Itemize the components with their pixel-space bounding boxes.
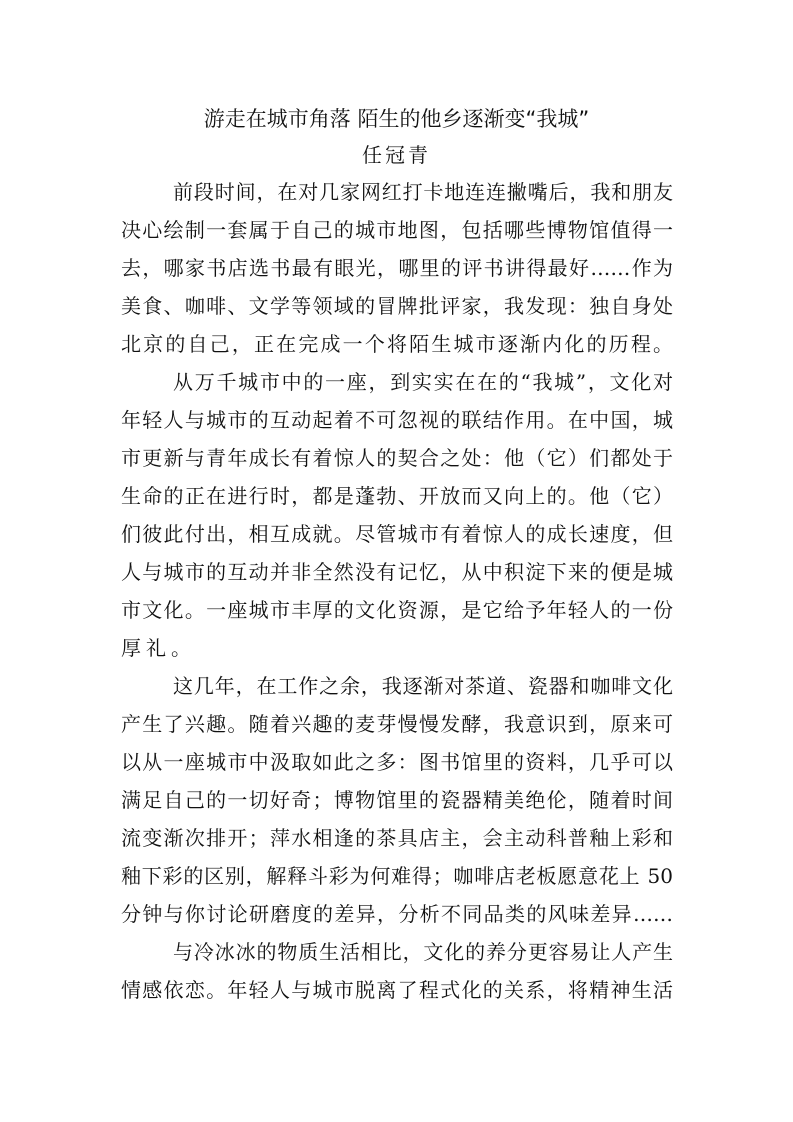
text-line: 满足自己的一切好奇；博物馆里的瓷器精美绝伦，随着时间 [121,788,673,812]
article-body [121,173,673,1009]
text-line: 市文化。一座城市丰厚的文化资源，是它给予年轻人的一份 [121,598,673,622]
paragraph [121,173,673,363]
text-line: 生命的正在进行时，都是蓬勃、开放而又向上的。他（它） [121,484,673,508]
text-line: 北京的自己，正在完成一个将陌生城市逐渐内化的历程。 [121,332,673,356]
text-line: 厚礼。 [121,636,196,660]
text-line: 这几年，在工作之余，我逐渐对茶道、瓷器和咖啡文化 [173,674,673,698]
text-line: 分钟与你讨论研磨度的差异，分析不同品类的风味差异…… [121,902,673,926]
text-line: 釉下彩的区别，解释斗彩为何难得；咖啡店老板愿意花上 50 [121,864,673,888]
text-line: 从万千城市中的一座，到实实在在的“我城”，文化对 [173,370,673,394]
text-line: 情感依恋。年轻人与城市脱离了程式化的关系，将精神生活 [121,978,673,1002]
text-line: 美食、咖啡、文学等领域的冒牌批评家，我发现：独自身处 [121,294,673,318]
text-line: 前段时间，在对几家网红打卡地连连撇嘴后，我和朋友 [173,180,673,204]
text-line: 市更新与青年成长有着惊人的契合之处：他（它）们都处于 [121,446,673,470]
text-line: 们彼此付出，相互成就。尽管城市有着惊人的成长速度，但 [121,522,673,546]
paragraph [121,363,673,667]
paragraph [121,667,673,933]
article-title: 游走在城市角落 陌生的他乡逐渐变“我城” [203,107,590,131]
text-line: 人与城市的互动并非全然没有记忆，从中积淀下来的便是城 [121,560,673,584]
text-line: 与冷冰冰的物质生活相比，文化的养分更容易让人产生 [173,940,673,964]
text-line: 产生了兴趣。随着兴趣的麦芽慢慢发酵，我意识到，原来可 [121,712,673,736]
text-line: 年轻人与城市的互动起着不可忽视的联结作用。在中国，城 [121,408,673,432]
article-author: 任冠青 [362,143,431,167]
text-line: 流变渐次排开；萍水相逢的茶具店主，会主动科普釉上彩和 [121,826,673,850]
paragraph [121,933,673,1009]
text-line: 去，哪家书店选书最有眼光，哪里的评书讲得最好……作为 [121,256,673,280]
text-line: 以从一座城市中汲取如此之多：图书馆里的资料，几乎可以 [121,750,673,774]
text-line: 决心绘制一套属于自己的城市地图，包括哪些博物馆值得一 [121,218,673,242]
